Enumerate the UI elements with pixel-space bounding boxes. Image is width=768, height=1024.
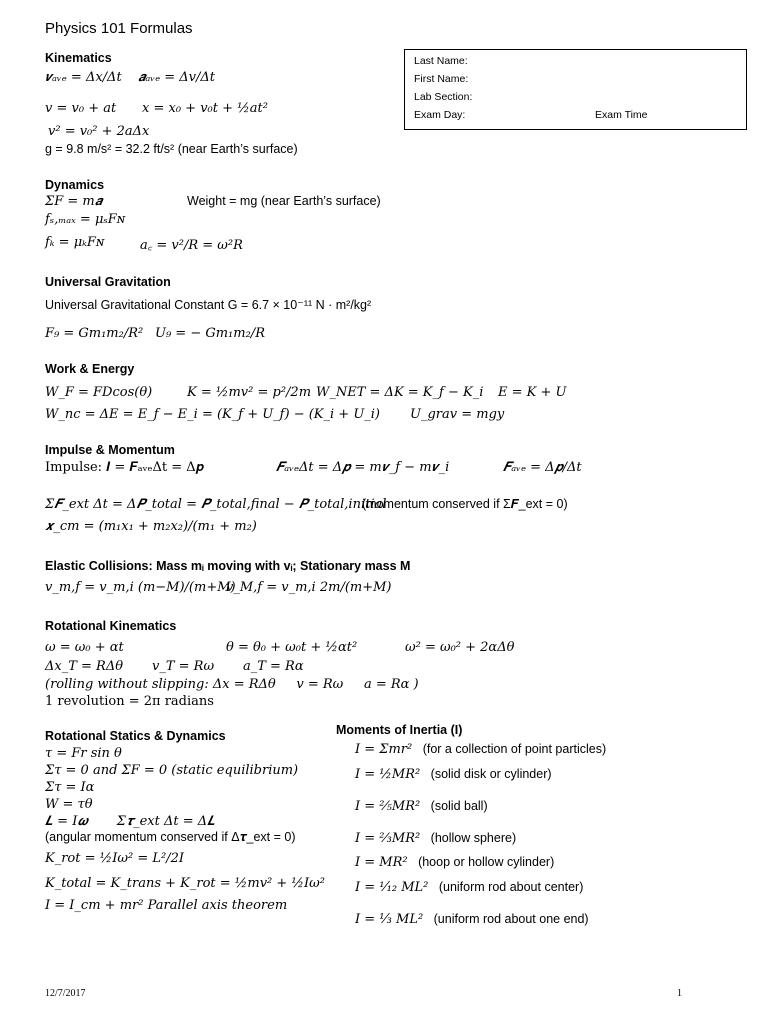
inertia-desc: (hoop or hollow cylinder) <box>418 855 555 869</box>
gravitation-heading: Universal Gravitation <box>45 275 171 289</box>
work-energy-heading: Work & Energy <box>45 362 135 376</box>
inertia-row <box>355 765 552 783</box>
momentum-conserved-note: (momentum conserved if Σ𝑭_ext = 0) <box>362 497 568 511</box>
inertia-formula: I = Σmr² <box>355 742 413 757</box>
equilibrium-formula: Στ = 0 and ΣF = 0 (static equilibrium) <box>45 763 299 778</box>
nonconservative-work-formula: W_nc = ΔE = E_f − E_i = (K_f + U_f) − (K_i + U_i) <box>45 407 381 422</box>
force-ave-formula: 𝑭ₐᵥₑ = Δ𝒑/Δt <box>503 460 582 475</box>
k-total-formula: K_total = K_trans + K_rot = ½mv² + ½Iω² <box>45 876 325 891</box>
theta-formula: θ = θ₀ + ω₀t + ½αt² <box>226 640 358 655</box>
footer-date: 12/7/2017 <box>45 988 86 999</box>
inertia-formula: I = ⅔MR² <box>355 831 421 846</box>
parallel-axis-formula: I = I_cm + mr² Parallel axis theorem <box>45 898 288 913</box>
inertia-desc: (for a collection of point particles) <box>422 742 607 756</box>
static-friction-formula: fₛ,ₘₐₓ = μₛFɴ <box>45 212 126 227</box>
kinematics-heading: Kinematics <box>45 51 112 65</box>
rot-work-formula: W = τθ <box>45 797 93 812</box>
inertia-desc: (solid disk or cylinder) <box>430 767 552 781</box>
omega-squared-formula: ω² = ω₀² + 2αΔθ <box>405 640 515 655</box>
dynamics-heading: Dynamics <box>45 178 105 192</box>
work-formula: W_F = FDcos(θ) <box>45 385 153 400</box>
v-ave-formula: 𝒗ₐᵥₑ = Δx/Δt <box>45 70 122 85</box>
student-info-box <box>404 49 747 130</box>
net-work-formula: W_NET = ΔK = K_f − K_i <box>316 385 484 400</box>
inertia-formula: I = ¹⁄₁₂ ML² <box>355 880 429 895</box>
collisions-heading: Elastic Collisions: Mass mᵢ moving with vᵢ; Stationary mass M <box>45 559 411 573</box>
inertia-heading: Moments of Inertia (I) <box>336 723 463 737</box>
footer-page-number: 1 <box>677 988 682 999</box>
exam-time-label: Exam Time <box>595 109 648 121</box>
inertia-row <box>355 910 589 928</box>
a-ave-formula: 𝒂ₐᵥₑ = Δv/Δt <box>138 70 215 85</box>
kinetic-friction-formula: fₖ = μₖFɴ <box>45 235 105 250</box>
centripetal-formula: a꜀ = v²/R = ω²R <box>140 238 243 253</box>
inertia-formula: I = ⅖MR² <box>355 799 421 814</box>
kinetic-energy-formula: K = ½mv² = p²/2m <box>187 385 312 400</box>
gravitational-constant: Universal Gravitational Constant G = 6.7 × 10⁻¹¹ N · m²/kg² <box>45 298 372 312</box>
torque-formula: τ = Fr sin θ <box>45 746 122 761</box>
angular-momentum-note: (angular momentum conserved if Δ𝝉_ext = 0) <box>45 830 296 844</box>
v-squared-formula: v² = v₀² + 2aΔx <box>48 124 150 139</box>
rot-newton-formula: Στ = Iα <box>45 780 95 795</box>
v-m-final-formula: v_m,f = v_m,i (m−M)/(m+M) <box>45 580 236 595</box>
inertia-formula: I = ½MR² <box>355 767 421 782</box>
exam-day-label: Exam Day: <box>414 109 466 121</box>
total-energy-formula: E = K + U <box>498 385 567 400</box>
velocity-formula: v = v₀ + at <box>45 101 117 116</box>
system-impulse-formula: Σ𝑭_ext Δt = Δ𝑷_total = 𝑷_total,final − 𝑷_total,initial <box>45 497 387 512</box>
newton-second-law: ΣF = m𝒂 <box>45 194 103 209</box>
revolution-formula: 1 revolution = 2π radians <box>45 694 214 709</box>
gravity-force-formula: F₉ = Gm₁m₂/R² <box>45 326 144 341</box>
tangential-formulas: Δx_T = RΔθ v_T = Rω a_T = Rα <box>45 659 304 674</box>
inertia-formula: I = ⅓ ML² <box>355 912 424 927</box>
k-rot-formula: K_rot = ½Iω² = L²/2I <box>45 851 184 866</box>
rot-dynamics-heading: Rotational Statics & Dynamics <box>45 729 226 743</box>
rot-kinematics-heading: Rotational Kinematics <box>45 619 177 633</box>
impulse-heading: Impulse & Momentum <box>45 443 175 457</box>
inertia-desc: (hollow sphere) <box>430 831 517 845</box>
inertia-row <box>355 853 554 871</box>
gravity-potential-formula: U₉ = − Gm₁m₂/R <box>155 326 265 341</box>
last-name-label: Last Name: <box>414 55 468 67</box>
momentum-formula: 𝑭ₐᵥₑΔt = Δ𝒑 = m𝒗_f − m𝒗_i <box>276 460 450 475</box>
page-title: Physics 101 Formulas <box>45 20 193 37</box>
omega-formula: ω = ω₀ + αt <box>45 640 124 655</box>
inertia-desc: (uniform rod about one end) <box>433 912 589 926</box>
rolling-note: (rolling without slipping: Δx = RΔθ v = Rω a = Rα ) <box>45 677 419 692</box>
lab-section-label: Lab Section: <box>414 91 473 103</box>
position-formula: x = x₀ + v₀t + ½at² <box>142 101 268 116</box>
weight-formula: Weight = mg (near Earth’s surface) <box>187 194 381 208</box>
inertia-desc: (solid ball) <box>430 799 488 813</box>
gravity-formula: g = 9.8 m/s² = 32.2 ft/s² (near Earth’s surface) <box>45 142 298 156</box>
inertia-desc: (uniform rod about center) <box>438 880 584 894</box>
v-M-final-formula: v_M,f = v_m,i 2m/(m+M) <box>226 580 392 595</box>
first-name-label: First Name: <box>414 73 469 85</box>
impulse-formula: Impulse: 𝑰 = 𝑭ₐᵥₑΔt = Δ𝒑 <box>45 460 204 475</box>
center-of-mass-formula: 𝒙_cm = (m₁x₁ + m₂x₂)/(m₁ + m₂) <box>45 519 257 534</box>
inertia-row <box>355 829 516 847</box>
inertia-row <box>355 797 488 815</box>
grav-potential-formula: U_grav = mgy <box>410 407 505 422</box>
inertia-row <box>355 878 583 896</box>
inertia-row <box>355 740 606 758</box>
inertia-formula: I = MR² <box>355 855 408 870</box>
angular-momentum-formula: 𝑳 = I𝝎 Σ𝝉_ext Δt = Δ𝑳 <box>45 814 216 829</box>
